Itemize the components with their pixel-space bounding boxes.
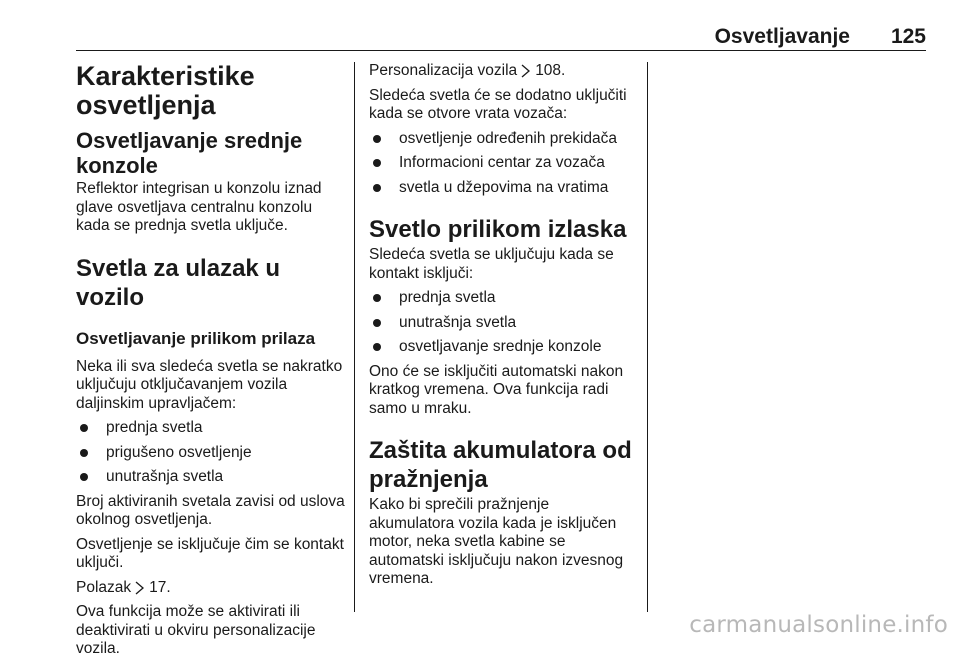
list-item: osvetljavanje srednje konzole [369,338,637,357]
reference-label: Polazak [76,578,132,596]
section-heading-exit-lighting: Svetlo prilikom izlaska [369,216,627,243]
bullet-icon [373,343,381,351]
chapter-title: Osvetljavanje [714,25,850,48]
bullet-list [369,130,637,198]
page-reference-icon [135,581,145,595]
paragraph: Ono će se isključiti automatski nakon kratkog vremena. Ova funkcija radi samo u mraku. [369,362,624,417]
page-reference-icon [521,64,531,78]
bullet-icon [80,424,88,432]
paragraph: Osvetljenje se isključuje čim se kontakt uključi. [76,535,344,571]
bullet-icon [80,449,88,457]
reference-label: Personalizacija vozila [369,62,518,79]
list-item: Informacioni centar za vozača [369,154,637,173]
bullet-icon [373,184,381,192]
watermark: carmanualsonline.info [689,612,948,638]
list-item: prigušeno osvetljenje [76,444,346,463]
column-middle [369,62,637,595]
list-item: svetla u džepovima na vratima [369,179,637,198]
paragraph: Ova funkcija može se aktivirati ili deaktivirati u okviru personalizacije vozila. [76,603,316,657]
list-item: prednja svetla [76,419,346,438]
paragraph: Kako bi sprečili pražnjenje akumulatora vozila kada je isključen motor, neka svetla kabine se automatski isključuju nakon izvesnog vremena. [369,496,624,587]
bullet-icon [373,319,381,327]
paragraph: Neka ili sva sledeća svetla se nakratko uključuju otključavanjem vozila daljinskim upravljačem: [76,357,343,412]
list-item: unutrašnja svetla [76,468,346,487]
paragraph: Sledeća svetla se uključuju kada se kontakt isključi: [369,246,614,282]
cross-reference[interactable] [76,579,171,598]
paragraph: Reflektor integrisan u konzolu iznad glave osvetljava centralnu konzolu kada se prednja svetla uključe. [76,180,322,234]
bullet-icon [373,294,381,302]
page-number: 125 [890,25,926,48]
reference-page: 17. [149,578,171,596]
column-divider [647,62,648,612]
section-heading-battery-protection: Zaštita akumulatora od pražnjenja [369,437,632,493]
bullet-icon [373,135,381,143]
bullet-icon [80,473,88,481]
list-item: prednja svetla [369,289,637,308]
cross-reference[interactable] [369,62,565,81]
column-left [76,62,346,665]
list-item: unutrašnja svetla [369,314,637,333]
section-heading-entry-lights: Svetla za ulazak u vozilo [76,254,281,311]
bullet-list [369,289,637,357]
bullet-icon [373,159,381,167]
reference-page: 108. [535,62,566,79]
bullet-list [76,419,346,487]
paragraph: Broj aktiviranih svetala zavisi od uslova okolnog osvetljenja. [76,492,345,528]
main-heading: Karakteristike osvetljenja [76,61,255,120]
list-item: osvetljenje određenih prekidača [369,130,637,149]
page-header [76,24,926,51]
subsection-heading-approach-lighting: Osvetljavanje prilikom prilaza [76,328,316,348]
paragraph: Sledeća svetla će se dodatno uključiti kada se otvore vrata vozača: [369,86,627,122]
column-divider [354,62,355,612]
section-heading-console-lighting: Osvetljavanje srednje konzole [76,128,303,178]
